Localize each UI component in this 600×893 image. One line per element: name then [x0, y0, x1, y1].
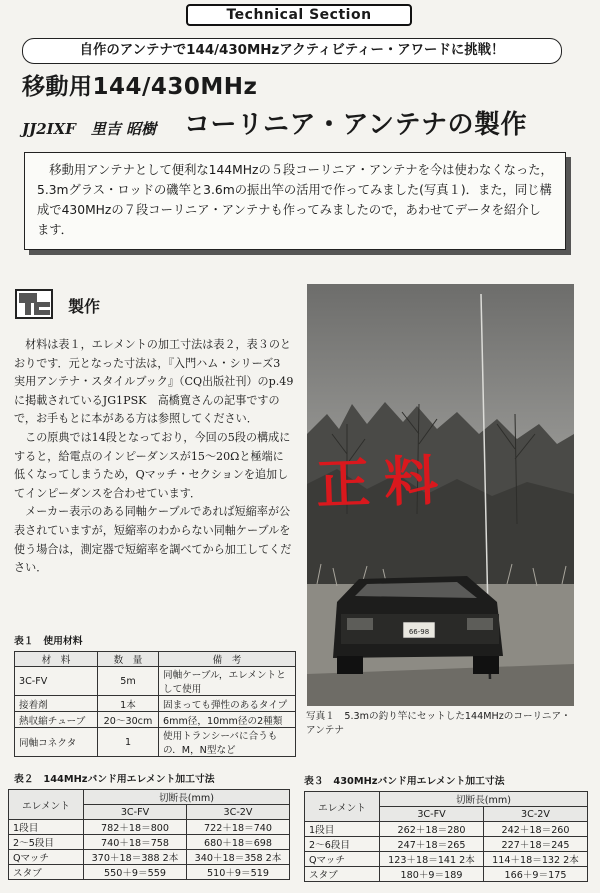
table-cell: 242＋18＝260	[484, 822, 588, 837]
table-row	[9, 865, 290, 880]
license-plate: 66-98	[408, 628, 430, 636]
title-line-2: コーリニア・アンテナの製作	[184, 110, 527, 140]
table-row	[9, 850, 290, 865]
lead-text: 移動用アンテナとして便利な144MHzの５段コーリニア・アンテナを今は使わなくなった，5.3mグラス・ロッドの磯竿と3.6mの振出竿の活用で作ってみました(写真１)．また，同じ構成で430MHzの７段コーリニア・アンテナも作ってみましたので，あわせてデータを紹介します．	[37, 163, 553, 237]
table-cell: 2～5段目	[9, 835, 84, 850]
table1-caption: 表１ 使用材料	[14, 636, 83, 647]
table-cell: 同軸コネクタ	[15, 728, 98, 757]
table-row	[305, 867, 588, 882]
table2-header: 3C-2V	[187, 805, 290, 820]
table-cell: 固まっても弾性のあるタイプ	[159, 696, 296, 712]
table1-header: 数 量	[98, 652, 159, 667]
table1-header: 備 考	[159, 652, 296, 667]
table-cell: 5m	[98, 667, 159, 696]
table3-header: エレメント	[305, 792, 380, 822]
table-cell: スタブ	[9, 865, 84, 880]
table-row	[15, 712, 296, 728]
table-cell: 20～30cm	[98, 712, 159, 728]
title-line-1: 移動用144/430MHz	[22, 74, 258, 100]
table-cell: 550＋9＝559	[84, 865, 187, 880]
section-heading: 製作	[68, 297, 101, 316]
table-cell: 熱収縮チューブ	[15, 712, 98, 728]
table-cell: 接着剤	[15, 696, 98, 712]
table-cell: 510＋9＝519	[187, 865, 290, 880]
table2-header: 3C-FV	[84, 805, 187, 820]
table-row	[305, 822, 588, 837]
table-row	[15, 728, 296, 757]
table3-header: 3C-2V	[484, 807, 588, 822]
table3-header: 切断長(mm)	[380, 792, 588, 807]
element-table-430	[304, 791, 588, 882]
table-cell: 1	[98, 728, 159, 757]
table-cell: 740＋18＝758	[84, 835, 187, 850]
table-cell: 同軸ケーブル，エレメントとして使用	[159, 667, 296, 696]
article-body	[14, 336, 294, 578]
table-cell: 1段目	[9, 820, 84, 835]
table-cell: 680＋18＝698	[187, 835, 290, 850]
table-cell: 782＋18＝800	[84, 820, 187, 835]
table-row	[9, 820, 290, 835]
table2-caption: 表２ 144MHzバンド用エレメント加工寸法	[14, 774, 215, 785]
table-cell: Qマッチ	[305, 852, 380, 867]
table-cell: 247＋18＝265	[380, 837, 484, 852]
author-line: JJ2IXF 里吉 昭樹	[22, 120, 157, 138]
table-cell: 1段目	[305, 822, 380, 837]
table-cell: 3C-FV	[15, 667, 98, 696]
table-cell: 180＋9＝189	[380, 867, 484, 882]
table-row	[15, 696, 296, 712]
headline-banner: 自作のアンテナで144/430MHzアクティビティー・アワードに挑戦！	[22, 38, 562, 64]
table-cell: 123＋18＝141 2本	[380, 852, 484, 867]
table1-header: 材 料	[15, 652, 98, 667]
table-cell: 166＋9＝175	[484, 867, 588, 882]
element-table-144	[8, 789, 290, 880]
table-cell: 262＋18＝280	[380, 822, 484, 837]
body-paragraph: メーカー表示のある同軸ケーブルであれば短縮率が公表されていますが，短縮率のわからない同軸ケーブルを使う場合は，測定器で短縮率を調べてから加工してください．	[14, 505, 292, 575]
table-cell: 370＋18＝388 2本	[84, 850, 187, 865]
table-row	[305, 852, 588, 867]
table-row	[305, 837, 588, 852]
photo-caption: 写真１ 5.3mの釣り竿にセットした144MHzのコーリニア・アンテナ	[306, 711, 571, 736]
materials-table	[14, 651, 296, 757]
table-cell: スタブ	[305, 867, 380, 882]
table-row	[9, 835, 290, 850]
table-cell: 2～6段目	[305, 837, 380, 852]
section-tag: Technical Section	[186, 4, 412, 26]
table-cell: 使用トランシーバに合うもの．M，N型など	[159, 728, 296, 757]
table-row	[15, 667, 296, 696]
table-cell: 6mm径，10mm径の2種類	[159, 712, 296, 728]
table-cell: 114＋18＝132 2本	[484, 852, 588, 867]
table-cell: 340＋18＝358 2本	[187, 850, 290, 865]
body-paragraph: この原典では14段となっており，今回の5段の構成にすると，給電点のインピーダンスが15～20Ωと極端に低くなってしまうため，Qマッチ・セクションを追加してインピーダンスを合わせています．	[14, 430, 291, 500]
table2-header: エレメント	[9, 790, 84, 820]
lead-box	[24, 152, 566, 250]
table-cell: Qマッチ	[9, 850, 84, 865]
table-cell: 722＋18＝740	[187, 820, 290, 835]
table3-caption: 表３ 430MHzバンド用エレメント加工寸法	[304, 776, 505, 787]
body-paragraph: 材料は表１，エレメントの加工寸法は表２，表３のとおりです．元となった寸法は，『入門ハム・シリーズ3 実用アンテナ・スタイルブック』（CQ出版社刊）のp.49に掲載されているJG1PSK 高橋寛さんの記事ですので，お手もとに本がある方は参照してください．	[14, 338, 294, 426]
table-cell: 1本	[98, 696, 159, 712]
ts-logo-icon	[14, 288, 54, 320]
table2-header: 切断長(mm)	[84, 790, 290, 805]
table3-header: 3C-FV	[380, 807, 484, 822]
table-cell: 227＋18＝245	[484, 837, 588, 852]
stamp-seal: 正料	[315, 447, 454, 517]
